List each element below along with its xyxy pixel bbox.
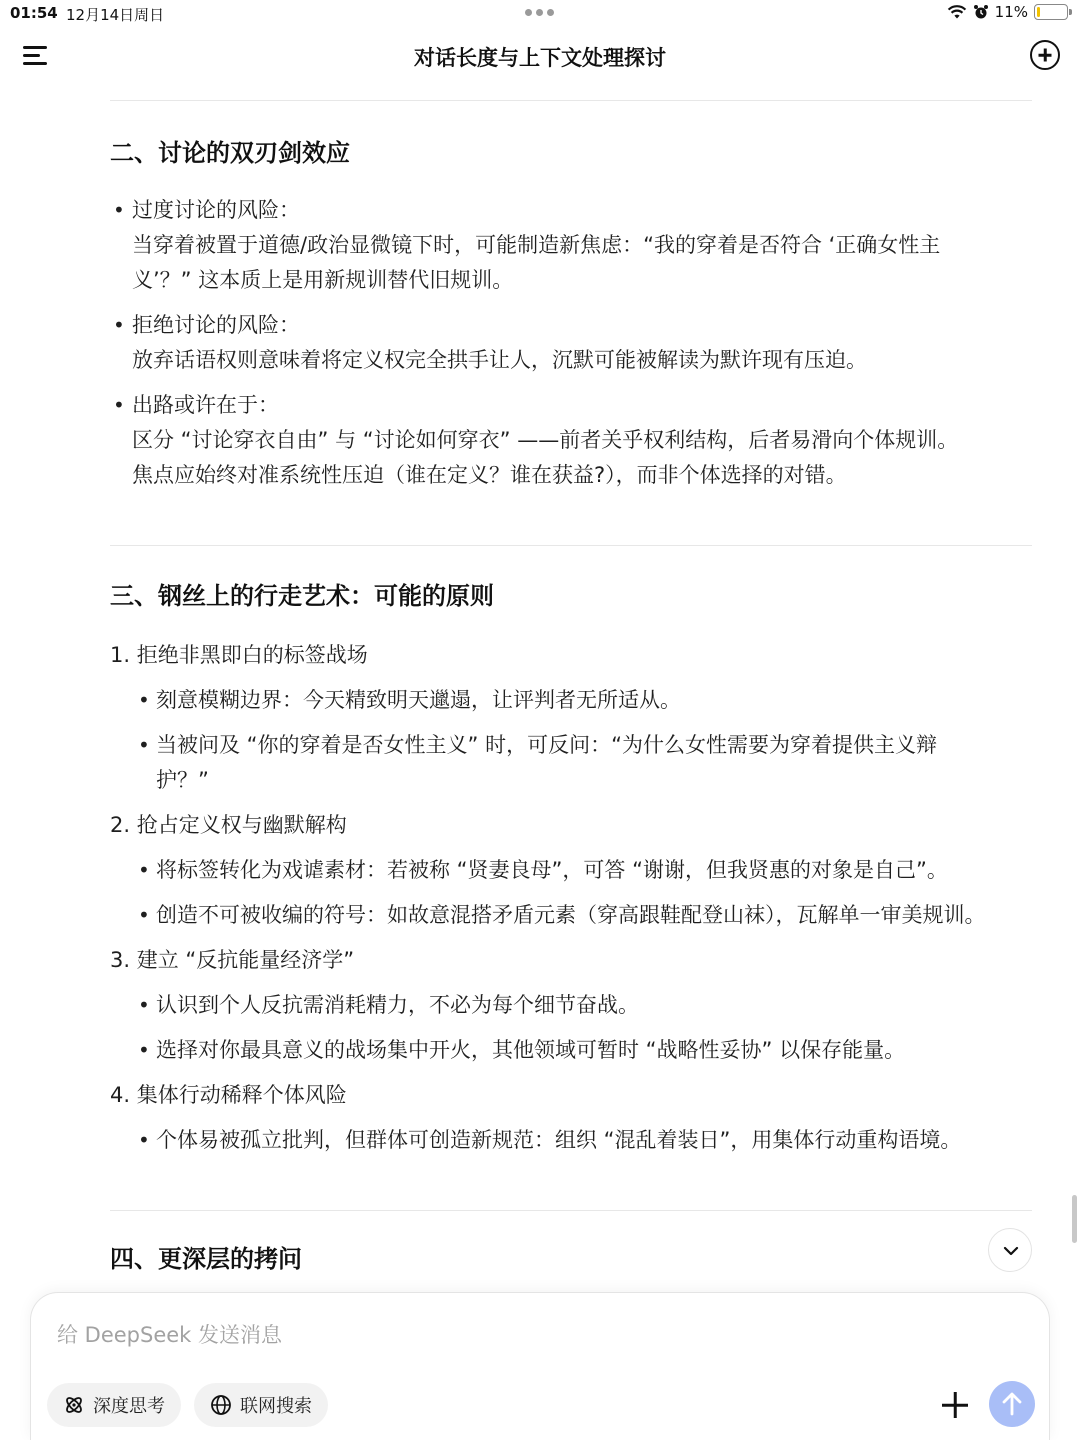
section2-list xyxy=(110,193,1032,493)
sub-item-text: • 刻意模糊边界：今天精致明天邋遢，让评判者无所适从。 xyxy=(156,688,681,712)
conversation-title[interactable]: 对话长度与上下文处理探讨 xyxy=(414,46,666,70)
sub-item-text: • 当被问及 “你的穿着是否女性主义” 时，可反问：“为什么女性需要为穿着提供主义辩 xyxy=(156,733,937,757)
item-label: • 拒绝讨论的风险： xyxy=(132,313,300,337)
arrow-up-icon xyxy=(1000,1391,1024,1417)
new-chat-plus-icon[interactable] xyxy=(1030,40,1060,70)
sub-list-item xyxy=(110,683,1032,718)
sub-item-text: • 认识到个人反抗需消耗精力，不必为每个细节奋战。 xyxy=(156,993,639,1017)
status-indicators xyxy=(947,3,1068,21)
scroll-to-bottom-button[interactable] xyxy=(988,1228,1032,1272)
numbered-item-title: 1. 拒绝非黑即白的标签战场 xyxy=(110,643,368,667)
item-label: • 出路或许在于： xyxy=(132,393,279,417)
atom-icon xyxy=(63,1394,85,1416)
sub-list-item xyxy=(110,853,1032,888)
numbered-item xyxy=(110,808,1032,933)
chat-message-content xyxy=(110,100,1032,1275)
section-divider xyxy=(110,1210,1032,1211)
item-text: 义’？” 这本质上是用新规训替代旧规训。 xyxy=(132,268,514,292)
numbered-item xyxy=(110,638,1032,798)
item-text: 当穿着被置于道德/政治显微镜下时，可能制造新焦虑：“我的穿着是否符合 ‘正确女性主 xyxy=(132,233,941,257)
item-text: 区分 “讨论穿衣自由” 与 “讨论如何穿衣” ——前者关乎权利结构，后者易滑向个体规训。 xyxy=(132,428,959,452)
sub-item-text: • 创造不可被收编的符号：如故意混搭矛盾元素（穿高跟鞋配登山袜），瓦解单一审美规训。 xyxy=(156,903,986,927)
send-button[interactable] xyxy=(989,1381,1035,1427)
sub-list-item xyxy=(110,988,1032,1023)
sub-item-text: • 个体易被孤立批判，但群体可创造新规范：组织 “混乱着装日”，用集体行动重构语境。 xyxy=(156,1128,962,1152)
list-item xyxy=(110,308,1032,378)
section3-list xyxy=(110,638,1032,1158)
top-bar xyxy=(0,28,1080,86)
deep-think-button[interactable] xyxy=(47,1383,181,1427)
deep-think-label: 深度思考 xyxy=(93,1396,165,1417)
alarm-icon xyxy=(973,4,989,20)
sub-item-text: • 选择对你最具意义的战场集中开火，其他领域可暂时 “战略性妥协” 以保存能量。 xyxy=(156,1038,906,1062)
sub-list-item xyxy=(110,728,1032,798)
message-composer xyxy=(30,1292,1050,1440)
section-heading: 四、更深层的拷问 xyxy=(110,1245,302,1273)
web-search-button[interactable] xyxy=(194,1383,328,1427)
numbered-item-title: 3. 建立 “反抗能量经济学” xyxy=(110,948,355,972)
section-divider xyxy=(110,100,1032,101)
item-text: 放弃话语权则意味着将定义权完全拱手让人，沉默可能被解读为默许现有压迫。 xyxy=(132,348,867,372)
battery-percent: 11% xyxy=(994,3,1028,21)
scrollbar[interactable] xyxy=(1072,1195,1077,1243)
status-time: 01:54 xyxy=(10,4,58,22)
battery-icon xyxy=(1034,4,1068,20)
wifi-icon xyxy=(947,4,967,20)
section-heading: 三、钢丝上的行走艺术：可能的原则 xyxy=(110,582,494,610)
numbered-item xyxy=(110,943,1032,1068)
multitask-dots-icon[interactable] xyxy=(525,9,554,16)
battery-fill xyxy=(1037,7,1040,17)
list-item xyxy=(110,388,1032,493)
chevron-down-icon xyxy=(1001,1242,1021,1260)
section-divider xyxy=(110,545,1032,546)
sub-item-text: • 将标签转化为戏谑素材：若被称 “贤妻良母”，可答 “谢谢，但我贤惠的对象是自己”。 xyxy=(156,858,948,882)
message-input[interactable]: 给 DeepSeek 发送消息 xyxy=(57,1323,283,1347)
section-heading: 二、讨论的双刃剑效应 xyxy=(110,139,350,167)
status-date: 12月14日周日 xyxy=(66,6,165,24)
attach-plus-icon[interactable] xyxy=(939,1389,971,1421)
sub-list-item xyxy=(110,1033,1032,1068)
item-text: 焦点应始终对准系统性压迫（谁在定义？谁在获益?），而非个体选择的对错。 xyxy=(132,463,847,487)
web-search-label: 联网搜索 xyxy=(240,1396,312,1417)
item-label: • 过度讨论的风险： xyxy=(132,198,300,222)
numbered-item xyxy=(110,1078,1032,1158)
globe-icon xyxy=(210,1394,232,1416)
list-item xyxy=(110,193,1032,298)
sub-list-item xyxy=(110,1123,1032,1158)
sub-item-text: 护？” xyxy=(156,768,209,792)
numbered-item-title: 4. 集体行动稀释个体风险 xyxy=(110,1083,347,1107)
sub-list-item xyxy=(110,898,1032,933)
numbered-item-title: 2. 抢占定义权与幽默解构 xyxy=(110,813,347,837)
status-bar xyxy=(0,0,1080,28)
